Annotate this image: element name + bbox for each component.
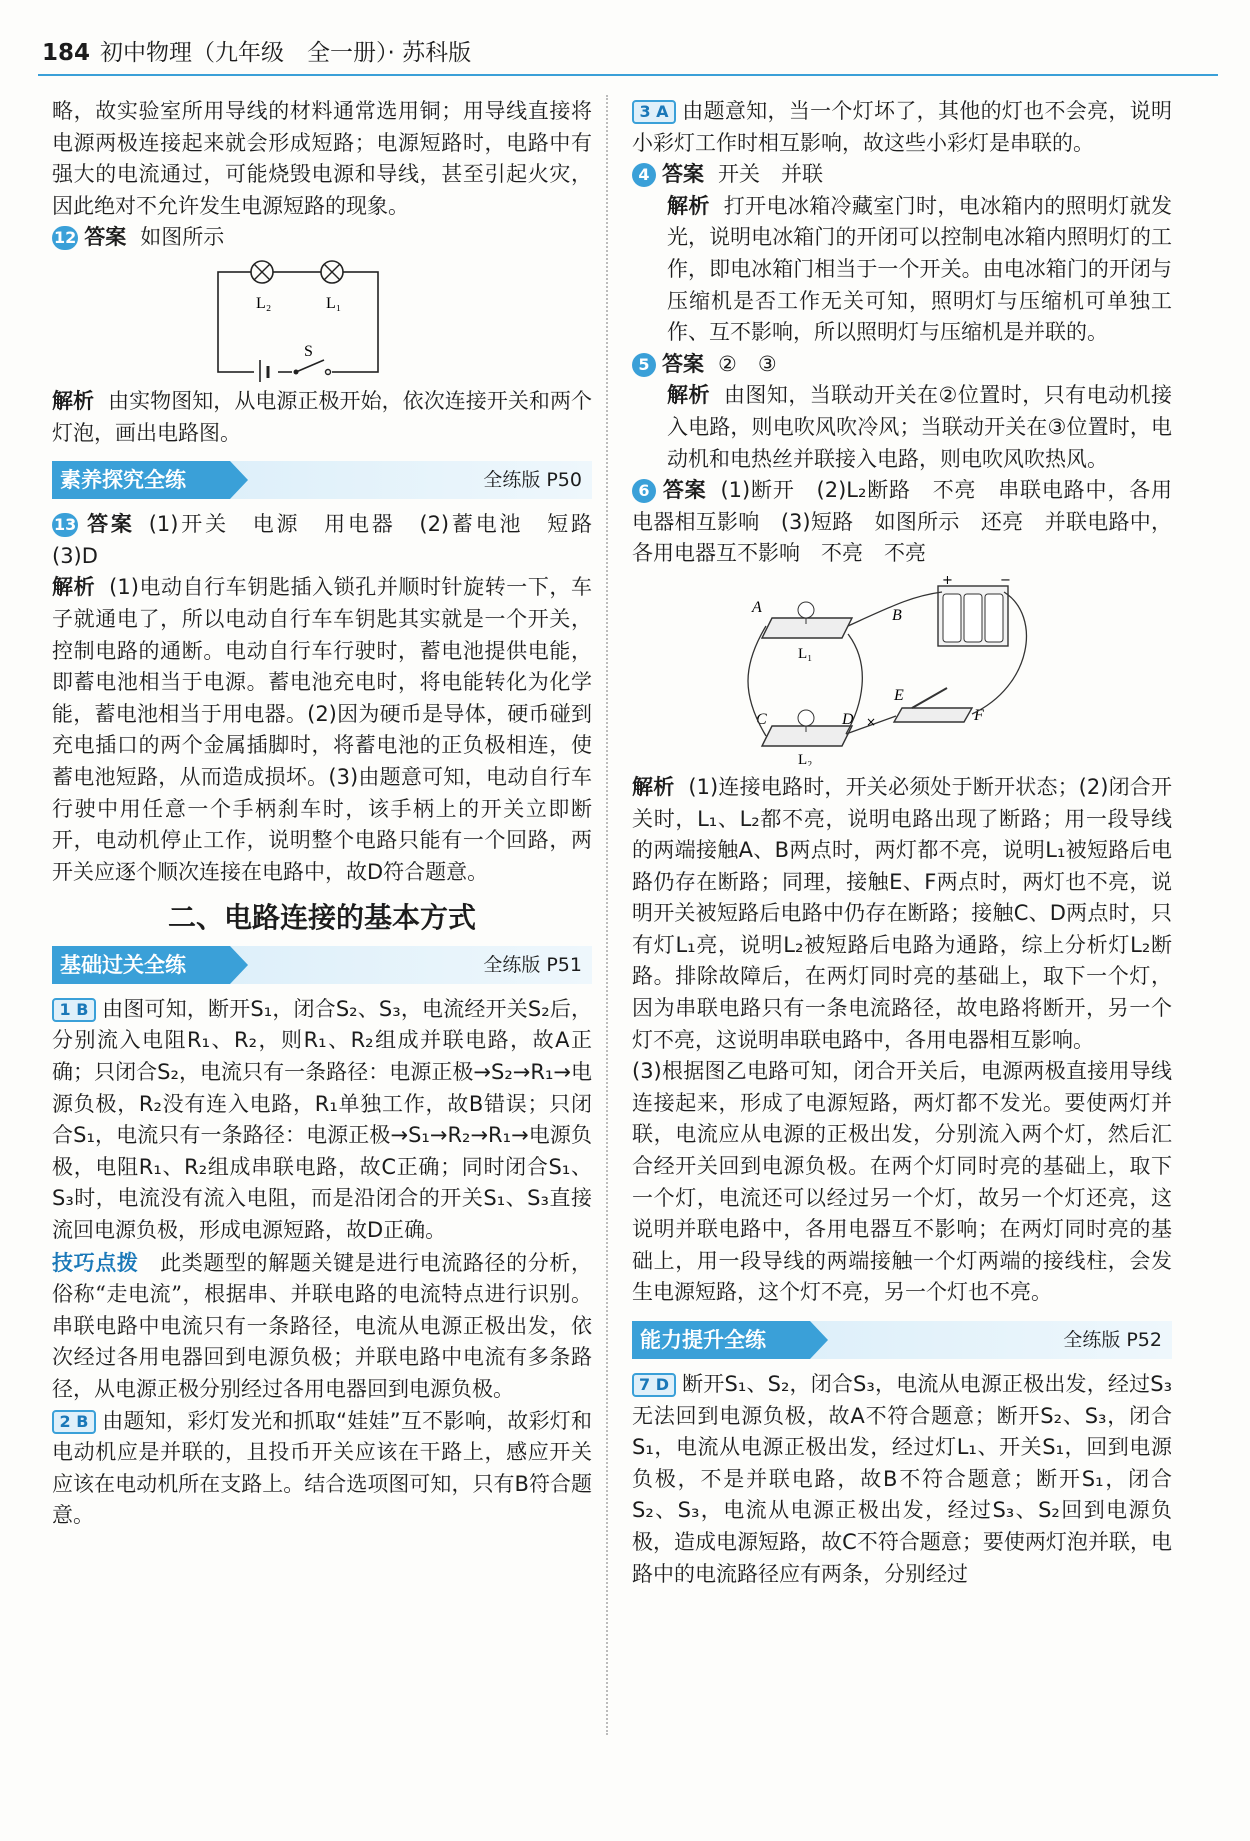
svg-text:×: × (866, 714, 877, 729)
svg-text:E: E (894, 686, 904, 704)
answer-label: 答案 (84, 225, 127, 250)
q6-analysis-1: 解析 (1)连接电路时，开关必须处于断开状态；(2)闭合开关时，L₁、L₂都不亮，说明电路出现了断路；用一段导线的两端接触A、B两点时，两灯都不亮，说明L₁被短路后电路仍存在断路；同理，接触E、F两点时，两灯也不亮，说明开关被短路后电路中仍存在断路；接触C、D两点时，只有灯L₁亮，说明L₂被短路后电路为通路，综上分析灯L₂断路。排除故障后，在两灯同时亮的基础上，取下一个灯，因为串联电路只有一条电流路径，故电路将断开，另一个灯不亮，这说明串联电路中，各用电器相互影响。 (632, 774, 1173, 1052)
q7-number: 7 D (632, 1373, 676, 1397)
q3-solution: 3 A 由题意知，当一个灯坏了，其他的灯也不会亮，说明小彩灯工作时相互影响，故这些小彩灯是串联的。 (632, 99, 1172, 155)
lamp-l2-label: L₂ (256, 294, 272, 312)
lamp-l2 (798, 710, 814, 726)
switch-board (894, 708, 972, 722)
tip-label: 技巧点拨 (52, 1249, 139, 1275)
section-bar-jichu: 基础过关全练 全练版 P51 (52, 946, 592, 984)
section-bar-suyang (52, 461, 592, 499)
svg-text:−: − (1000, 575, 1011, 588)
q6-answer: 6 答案 (1)断开 (2)L₂断路 不亮 串联电路中，各用电器相互影响 (3)短路 如图所示 还亮 并联电路中，各用电器互不影响 不亮 不亮 (632, 478, 1172, 566)
q3-number: 3 A (632, 100, 676, 124)
lamp-l1-board (762, 618, 852, 638)
chapter-title: 二、电路连接的基本方式 (167, 901, 476, 935)
tip-block: 技巧点拨 此类题型的解题关键是进行电流路径的分析，俗称“走电流”，根据串、并联电路的电流特点进行识别。串联电路中电流只有一条路径，电流从电源正极出发，依次经过各用电器回到电源负极；并联电路中电流有多条路径，从电源正极分别经过各用电器回到电源负极。 (52, 1249, 592, 1401)
q12-answer-text: 如图所示 (140, 225, 225, 250)
q7-solution: 7 D 断开S₁、S₂，闭合S₃，电流从电源正极出发，经过S₃无法回到电源负极，故A不符合题意；断开S₂、S₃，闭合S₁，电流从电源正极出发，经过灯L₁、开关S₁，回到电源负极，不是并联电路，故B不符合题意；断开S₁，闭合S₂、S₃，电流从电源正极出发，经过S₃、S₂回到电源负极，造成电源短路，故C不符合题意；要使两灯泡并联，电路中的电流路径应有两条，分别经过 (632, 1372, 1172, 1586)
q1-solution: 1 B 由图可知，断开S₁，闭合S₂、S₃，电流经开关S₂后，分别流入电阻R₁、R₂，则R₁、R₂组成并联电路，故A正确；只闭合S₂，电流只有一条路径：电源正极→S₂→R₁→电源负极，R₂没有连入电路，R₁单独工作，故B错误；只闭合S₁，电流只有一条路径：电源正极→S₁→R₂→R₁→电源负极，电阻R₁、R₂组成串联电路，故C正确；同时闭合S₁、S₃时，电流没有流入电阻，而是沿闭合的开关S₁、S₃直接流回电源负极，形成电源短路，故D正确。 (52, 996, 592, 1243)
svg-text:B: B (892, 606, 902, 624)
column-divider (606, 95, 608, 1735)
q6-analysis-2: (3)根据图乙电路可知，闭合开关后，电源两极直接用导线连接起来，形成了电源短路，两灯都不发光。要使两灯并联，电流应从电源的正极出发，分别流入两个灯，然后汇合经开关回到电源负极。在两个灯同时亮的基础上，取下一个灯，电流还可以经过另一个灯，故另一个灯还亮，这说明并联电路中，各用电器互不影响；在两灯同时亮的基础上，用一段导线的两端接触一个灯两端的接线柱，会发生电源短路，这个灯不亮，另一个灯也不亮。 (632, 1059, 1172, 1305)
section-tag: 素养探究全练 (52, 461, 230, 499)
q13-analysis: 解析 (1)电动自行车钥匙插入锁孔并顺时针旋转一下，车子就通电了，所以电动自行车车钥匙其实就是一个开关，控制电路的通断。电动自行车行驶时，蓄电池提供电能，即蓄电池相当于电源。蓄电池充电时，将电能转化为化学能，蓄电池相当于用电器。(2)因为硬币是导体，硬币碰到充电插口的两个金属插脚时，将蓄电池的正负极相连，使蓄电池短路，从而造成损坏。(3)由题意可知，电动自行车行驶中用任意一个手柄刹车时，该手柄上的开关立即断开，电动机停止工作，说明整个电路只能有一个回路，两开关应逐个顺次连接在电路中，故D符合题意。 (52, 575, 592, 884)
q2-number: 2 B (52, 1410, 96, 1434)
lamp-l2-board (762, 726, 852, 746)
q5-answer: 5 答案 ② ③ (632, 349, 1172, 381)
q2-solution: 2 B 由题知，彩灯发光和抓取“娃娃”互不影响，故彩灯和电动机应是并联的，且投币开关应该在干路上，感应开关应该在电动机所在支路上。结合选项图可知，只有B符合题意。 (52, 1408, 592, 1528)
section-ref: 全练版 P50 (483, 469, 582, 492)
q5-analysis: 解析 由图知，当联动开关在②位置时，只有电动机接入电路，则电吹风吹冷风；当联动开关在③位置时，电动机和电热丝并联接入电路，则电吹风吹热风。 (667, 383, 1173, 471)
lamp-l1-label: L₁ (326, 294, 342, 312)
svg-text:+: + (942, 575, 953, 588)
q12-circuit-diagram (212, 260, 392, 382)
left-column (52, 96, 613, 1532)
analysis-label: 解析 (52, 388, 95, 413)
continued-paragraph: 略，故实验室所用导线的材料通常选用铜；用导线直接将电源两极连接起来就会形成短路；电源短路时，电路中有强大的电流通过，可能烧毁电源和导线，甚至引起火灾，因此绝对不允许发生电源短路的现象。 (52, 99, 592, 218)
q6-number: 6 (632, 479, 656, 503)
q12-number: 12 (52, 226, 78, 250)
q12-analysis: 解析 由实物图知，从电源正极开始，依次连接开关和两个灯泡，画出电路图。 (52, 388, 593, 445)
svg-text:F: F (974, 706, 984, 724)
svg-text:L₁: L₁ (798, 645, 813, 662)
q13-answer: 13 答案 (1)开关 电源 用电器 (2)蓄电池 短路 (3)D (52, 512, 613, 568)
page-number: 184 (42, 40, 91, 66)
q1-number: 1 B (52, 998, 96, 1022)
svg-text:D: D (842, 710, 854, 728)
switch-label: S (304, 342, 313, 360)
q4-answer: 4 答案 开关 并联 (632, 159, 1172, 191)
q5-number: 5 (632, 353, 656, 377)
book-title: 初中物理（九年级 全一册）· 苏科版 (100, 40, 472, 66)
q4-analysis: 解析 打开电冰箱冷藏室门时，电冰箱内的照明灯就发光，说明电冰箱门的开闭可以控制电冰箱内照明灯的工作，即电冰箱门相当于一个开关。由电冰箱门的开闭与压缩机是否工作无关可知，照明灯与压缩机可单独工作、互不影响，所以照明灯与压缩机是并联的。 (667, 193, 1173, 345)
right-column (632, 96, 1172, 1590)
lamp-l1 (798, 602, 814, 618)
q13-number: 13 (52, 513, 78, 537)
svg-text:C: C (756, 710, 767, 728)
svg-text:L₂: L₂ (798, 751, 813, 766)
svg-text:A: A (752, 598, 762, 616)
header-rule (38, 74, 1218, 76)
q6-physical-circuit-figure (742, 576, 1042, 766)
q4-number: 4 (632, 163, 656, 187)
page-header (42, 34, 471, 67)
section-bar-nengli: 能力提升全练 全练版 P52 (632, 1321, 1172, 1359)
q12-answer (52, 222, 592, 254)
